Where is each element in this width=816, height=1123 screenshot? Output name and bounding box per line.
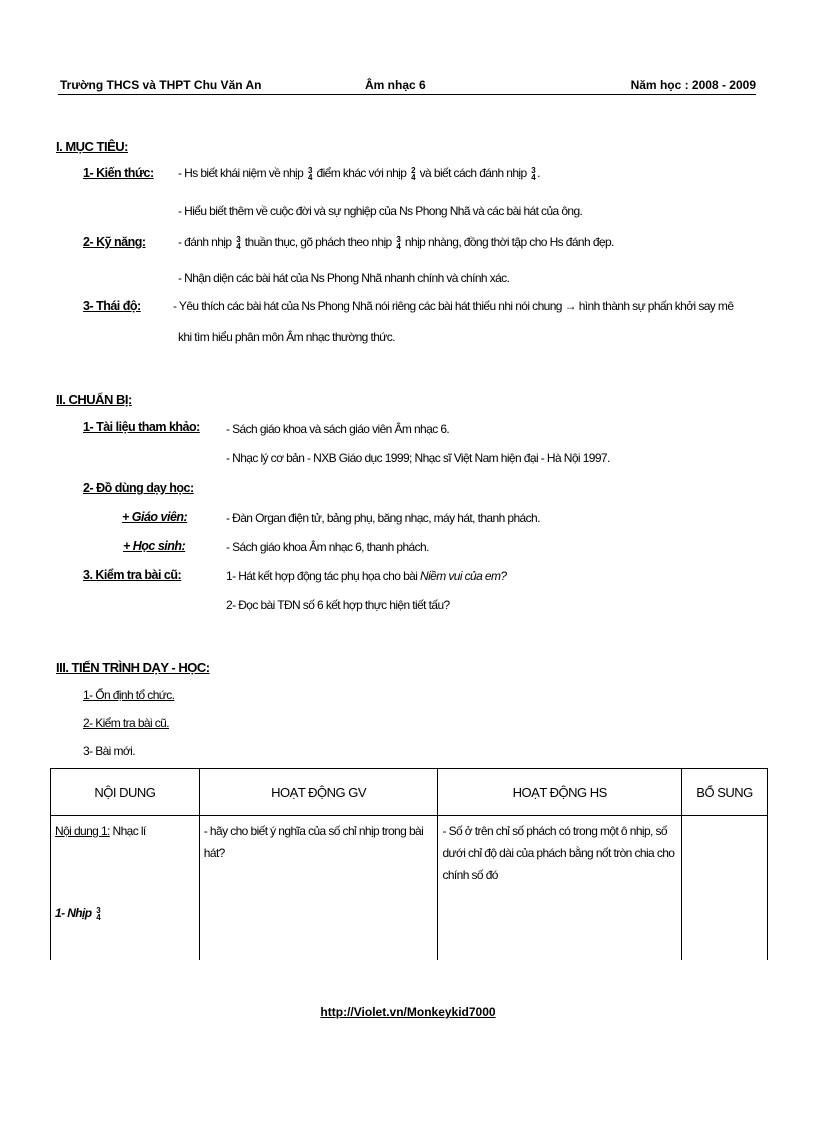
skills-line-1 [178,235,614,250]
section-3-title: III. TIẾN TRÌNH DẠY - HỌC: [56,660,210,675]
check-label: 3. Kiểm tra bài cũ: [83,568,182,582]
table-row [51,816,768,961]
content-topic: Nhạc lí [109,824,146,838]
student-label: + Học sinh: [123,539,186,553]
header-teacher-activity: HOẠT ĐỘNG GV [199,769,438,816]
fraction-3-4: 3 4 [307,165,312,182]
check-line-2: 2- Đọc bài TĐN số 6 kết hợp thực hiện tiết tấu? [226,598,450,612]
step-3: 3- Bài mới. [83,744,135,758]
knowledge-line-1: - Hs biết khái niệm về nhịp 3 4 điểm khác với nhịp 2 4 và biết cách đánh nhịp 3 4 . [178,165,540,182]
school-year: Năm học : 2008 - 2009 [630,78,756,92]
tools-label: 2- Đồ dùng dạy học: [83,481,194,495]
header-student-activity: HOẠT ĐỘNG HS [438,769,682,816]
knowledge-line-2: - Hiểu biết thêm về cuộc đời và sự nghiệp của Ns Phong Nhã và các bài hát của ông. [178,204,583,218]
skills-label: 2- Kỹ năng: [83,235,146,249]
skills-line-1a: - đánh nhịp [178,235,232,249]
step-1: 1- Ổn định tổ chức. [83,688,175,702]
step-2: 2- Kiểm tra bài cũ. [83,716,169,730]
skills-line-2: - Nhận diện các bài hát của Ns Phong Nhã nhanh chính và chính xác. [178,271,510,285]
page-header [58,78,756,95]
fraction-3-4: 3 4 [96,905,101,922]
knowledge-line-1c: và biết cách đánh nhịp [419,166,527,180]
references-line-2: - Nhạc lý cơ bản - NXB Giáo dục 1999; Nhạc sĩ Việt Nam hiện đại - Hà Nội 1997. [226,451,610,465]
subject-name: Âm nhạc 6 [365,78,426,92]
knowledge-line-1a: - Hs biết khái niệm về nhịp [178,166,304,180]
section-1-title: I. MỤC TIÊU: [56,139,128,154]
attitude-line-2: khi tìm hiểu phân môn Âm nhạc thường thức. [178,330,395,344]
student-text: - Sách giáo khoa Âm nhạc 6, thanh phách. [226,540,429,554]
school-name: Trường THCS và THPT Chu Văn An [60,78,262,92]
check-line-1 [226,569,506,583]
section-2-title: II. CHUẨN BỊ: [56,392,132,407]
header-supplement: BỔ SUNG [682,769,768,816]
references-line-1: - Sách giáo khoa và sách giáo viên Âm nhạc 6. [226,422,450,436]
fraction-3-4: 3 4 [396,234,401,251]
supplement-cell [682,816,768,961]
references-label: 1- Tài liệu tham khảo: [83,420,200,434]
teacher-activity-cell: - hãy cho biết ý nghĩa của số chỉ nhịp trong bài hát? [199,816,438,961]
footer-link[interactable]: http://Violet.vn/Monkeykid7000 [320,1005,496,1019]
table-header-row [51,769,768,816]
teacher-label: + Giáo viên: [122,510,188,524]
content-cell [51,816,200,961]
lesson-table [50,768,768,960]
attitude-label: 3- Thái độ: [83,299,141,313]
content-title: Nội dung 1: [55,824,110,838]
content-sub: 1- Nhịp 3 4 [55,905,101,922]
skills-line-1c: nhịp nhàng, đồng thời tập cho Hs đánh đẹp. [404,235,614,249]
header-content: NỘI DUNG [51,769,200,816]
check-song-title: Niềm vui của em? [420,569,507,583]
fraction-3-4: 3 4 [236,234,241,251]
student-activity-cell: - Số ở trên chỉ số phách có trong một ô nhịp, số dưới chỉ độ dài của phách bằng nốt tròn chia cho chính số đó [438,816,682,961]
attitude-line-1: - Yêu thích các bài hát của Ns Phong Nhã nói riêng các bài hát thiếu nhi nói chung → hình thành sự phấn khởi say mê [173,299,734,313]
fraction-3-4: 3 4 [531,165,536,182]
teacher-text: - Đàn Organ điện tử, bảng phụ, băng nhạc, máy hát, thanh phách. [226,511,540,525]
fraction-2-4: 2 4 [411,165,415,182]
knowledge-line-1b: điểm khác với nhịp [316,166,407,180]
check-line-1a: 1- Hát kết hợp động tác phụ họa cho bài [226,569,421,583]
skills-line-1b: thuần thục, gõ phách theo nhịp [244,235,392,249]
knowledge-label: 1- Kiến thức: [83,166,154,180]
